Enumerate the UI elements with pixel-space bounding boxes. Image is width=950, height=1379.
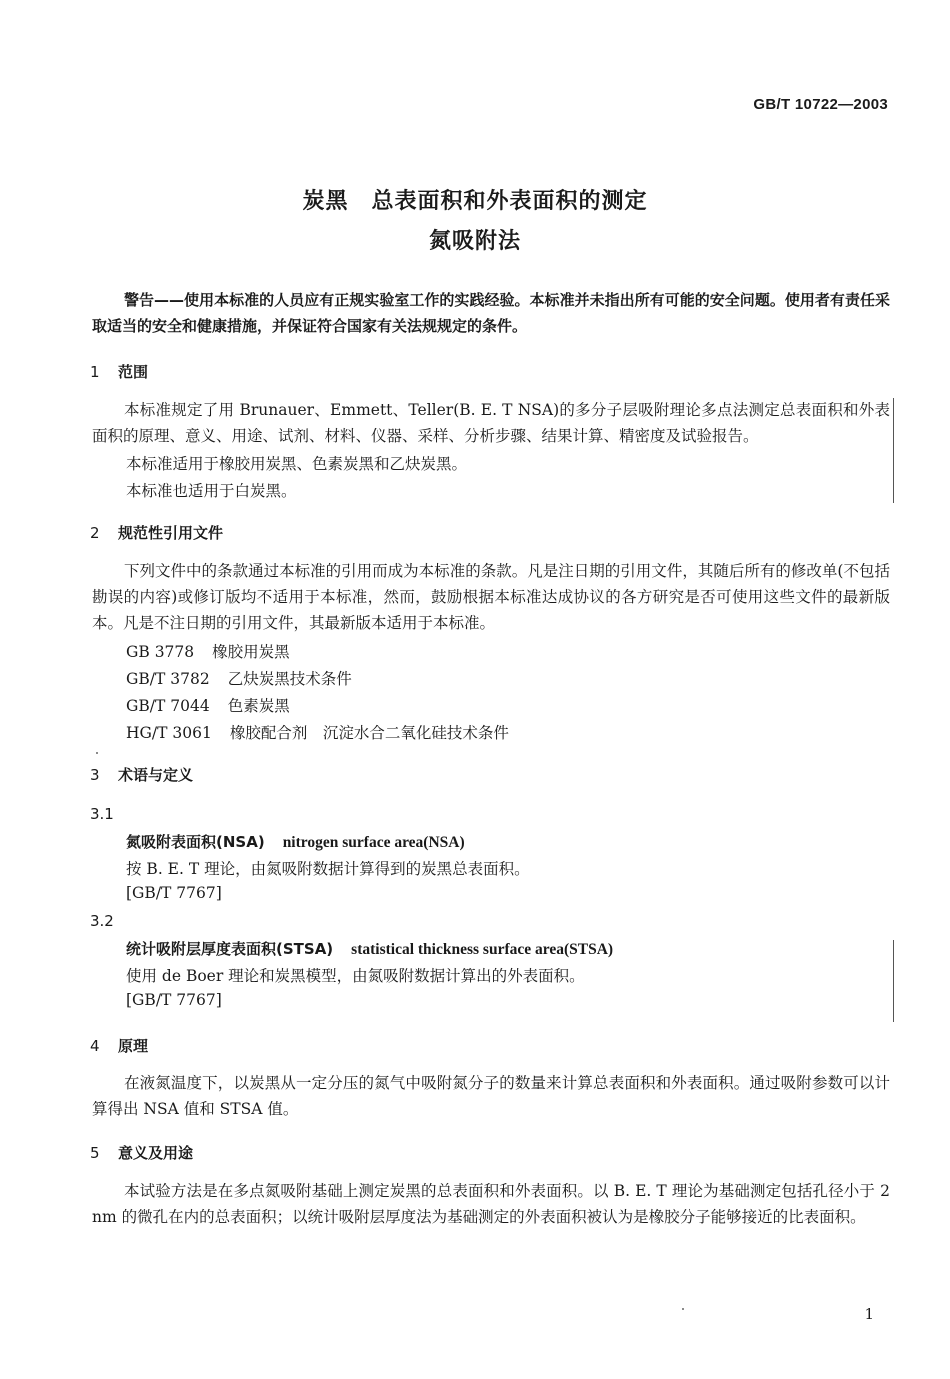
section-1-paragraph-3: 本标准也适用于白炭黑。 [126, 482, 297, 500]
section-title: 原理 [118, 1037, 149, 1055]
section-3-heading [90, 764, 193, 785]
section-4-paragraph-1: 在液氮温度下，以炭黑从一定分压的氮气中吸附氮分子的数量来计算总表面积和外表面积。通过吸附参数可以计算得出 NSA 值和 STSA 值。 [92, 1074, 890, 1118]
section-1-paragraph-1: 本标准规定了用 Brunauer、Emmett、Teller(B. E. T NSA)的多分子层吸附理论多点法测定总表面积和外表面积的原理、意义、用途、试剂、材料、仪器、采样、分析步骤、结果计算、精密度及试验报告。 [92, 401, 890, 445]
section-4-heading [90, 1035, 148, 1056]
reference-title: 橡胶配合剂 沉淀水合二氧化硅技术条件 [229, 724, 509, 742]
term-3-1-heading [126, 831, 465, 852]
reference-code: GB 3778 [126, 643, 195, 661]
change-bar [893, 940, 894, 1022]
reference-code: HG/T 3061 [126, 724, 212, 742]
section-5-paragraph-1: 本试验方法是在多点氮吸附基础上测定炭黑的总表面积和外表面积。以 B. E. T 理论为基础测定包括孔径小于 2 nm 的微孔在内的总表面积；以统计吸附层厚度法为基础测定的外表面积被认为是橡胶分子能够接近的比表面积。 [92, 1182, 890, 1226]
term-3-1-definition: 按 B. E. T 理论，由氮吸附数据计算得到的炭黑总表面积。 [126, 860, 530, 878]
reference-item [126, 694, 290, 716]
section-1-heading [90, 361, 148, 382]
reference-code: GB/T 3782 [126, 670, 210, 688]
term-3-2-heading [126, 938, 613, 959]
section-title: 范围 [118, 363, 149, 381]
reference-item [126, 667, 352, 689]
section-5-heading [90, 1142, 193, 1163]
section-1-paragraph-2: 本标准适用于橡胶用炭黑、色素炭黑和乙炔炭黑。 [126, 455, 468, 473]
reference-title: 橡胶用炭黑 [212, 643, 290, 661]
term-3-2-number: 3.2 [90, 912, 114, 930]
term-3-1-number: 3.1 [90, 805, 114, 823]
section-title: 意义及用途 [118, 1144, 194, 1162]
scan-mark [96, 752, 98, 754]
section-title: 术语与定义 [118, 766, 194, 784]
warning-paragraph: 警告——使用本标准的人员应有正规实验室工作的实践经验。本标准并未指出所有可能的安全问题。使用者有责任采取适当的安全和健康措施，并保证符合国家有关法规规定的条件。 [92, 291, 890, 335]
reference-title: 色素炭黑 [227, 697, 290, 715]
term-english: statistical thickness surface area(STSA) [351, 941, 614, 958]
term-3-1-source: [GB/T 7767] [126, 884, 222, 902]
term-english: nitrogen surface area(NSA) [282, 834, 465, 851]
reference-item [126, 721, 509, 743]
term-3-2-definition: 使用 de Boer 理论和炭黑模型，由氮吸附数据计算出的外表面积。 [126, 967, 585, 985]
section-number: 4 [90, 1037, 100, 1055]
term-chinese: 氮吸附表面积(NSA) [126, 833, 265, 851]
title-line-1: 炭黑 总表面积和外表面积的测定 [302, 189, 648, 214]
term-3-2-source: [GB/T 7767] [126, 991, 222, 1009]
term-chinese: 统计吸附层厚度表面积(STSA) [126, 940, 334, 958]
section-number: 3 [90, 766, 100, 784]
reference-title: 乙炔炭黑技术条件 [227, 670, 352, 688]
scan-mark [682, 1308, 684, 1310]
section-2-heading [90, 522, 223, 543]
change-bar [893, 398, 894, 503]
title-line-2: 氮吸附法 [428, 229, 521, 254]
section-number: 5 [90, 1144, 100, 1162]
section-2-paragraph-1: 下列文件中的条款通过本标准的引用而成为本标准的条款。凡是注日期的引用文件，其随后所有的修改单(不包括勘误的内容)或修订版均不适用于本标准，然而，鼓励根据本标准达成协议的各方研究是否可使用这些文件的最新版本。凡是不注日期的引用文件，其最新版本适用于本标准。 [92, 562, 890, 632]
reference-item [126, 640, 290, 662]
section-title: 规范性引用文件 [118, 524, 224, 542]
page-number: 1 [864, 1305, 874, 1323]
reference-code: GB/T 7044 [126, 697, 210, 715]
section-number: 1 [90, 363, 100, 381]
document-number: GB/T 10722—2003 [753, 96, 888, 113]
section-number: 2 [90, 524, 100, 542]
